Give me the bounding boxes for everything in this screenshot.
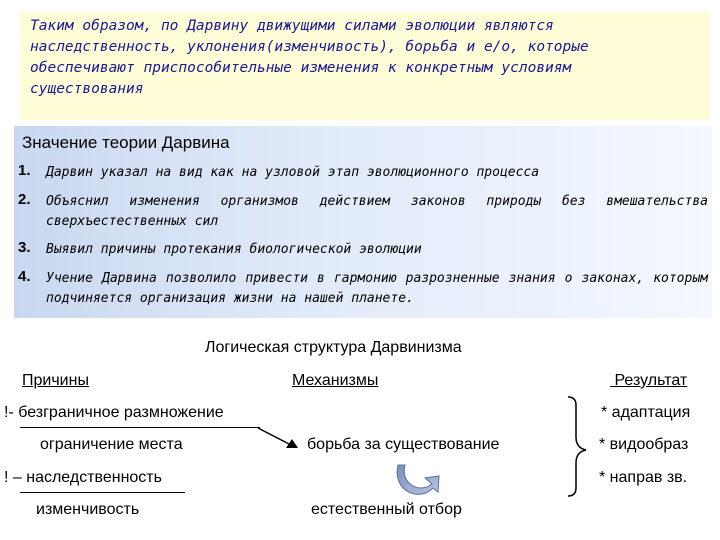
item-text: Объяснил изменения организмов действием законов природы без вмешательства сверхъестественных сил: [46, 194, 708, 229]
item-number: 3.: [18, 239, 31, 256]
result-header: Результат: [610, 372, 688, 389]
item-text: Учение Дарвина позволило привести в гармонию разрозненные знания о законах, которым подчиняется организация жизни на нашей планете.: [46, 271, 708, 306]
cause-item: изменчивость: [36, 501, 140, 518]
mechanism-item: естественный отбор: [311, 501, 462, 518]
item-number: 1.: [18, 162, 31, 179]
summary-line: существования: [30, 81, 144, 97]
summary-line: Таким образом, по Дарвину движущими силами эволюции являются: [30, 18, 554, 34]
cause-item: ! – наследственность: [4, 469, 162, 486]
structure-title: Логическая структура Дарвинизма: [205, 339, 462, 356]
item-text: Выявил причины протекания биологической эволюции: [46, 242, 422, 257]
result-item: * адаптация: [601, 404, 691, 421]
result-item: * видообраз: [599, 436, 689, 453]
cause-item: ограничение места: [40, 436, 183, 453]
result-item: * направ зв.: [599, 469, 688, 486]
bracket-icon: [568, 397, 586, 496]
mechanisms-header: Механизмы: [292, 372, 379, 389]
mechanism-item: борьба за существование: [307, 436, 500, 453]
item-text: Дарвин указал на вид как на узловой этап эволюционного процесса: [46, 165, 540, 180]
summary-line: наследственность, уклонения(изменчивость), борьба и е/о, которые: [30, 39, 589, 55]
causes-header: Причины: [22, 372, 89, 389]
item-number: 4.: [18, 268, 31, 285]
summary-line: обеспечивают приспособительные изменения к конкретным условиям: [30, 60, 572, 76]
cause-item: !- безграничное размножение: [4, 404, 224, 421]
significance-title: Значение теории Дарвина: [22, 133, 230, 152]
item-number: 2.: [18, 191, 31, 208]
arrow-icon: [258, 428, 298, 448]
curved-arrow-icon: [397, 465, 439, 494]
